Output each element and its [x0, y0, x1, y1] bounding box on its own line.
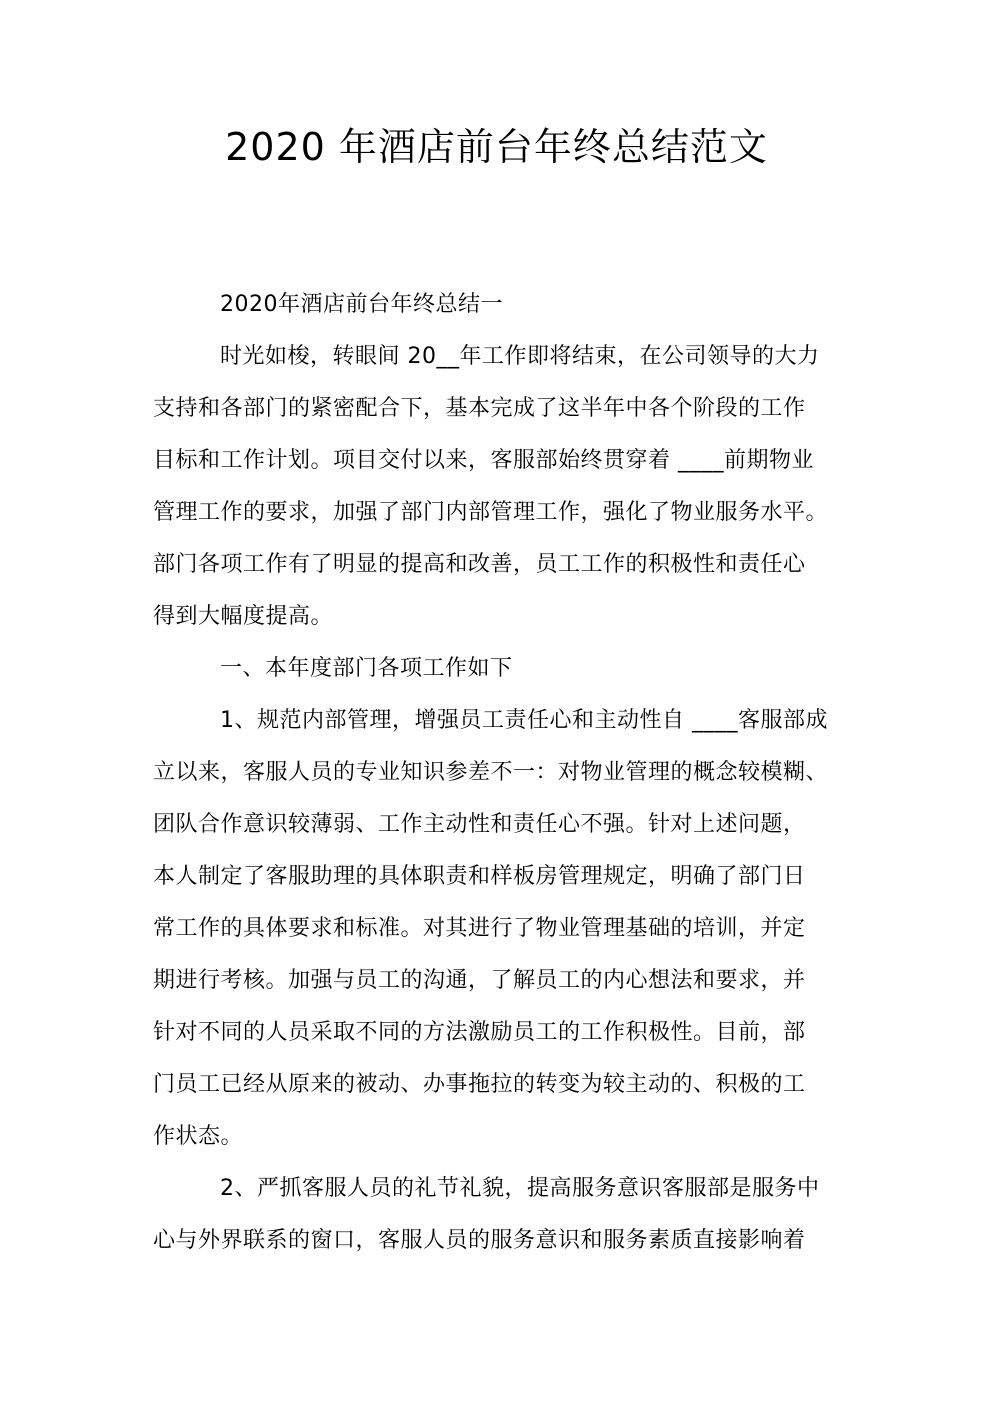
- paragraph-line: 本人制定了客服助理的具体职责和样板房管理规定，明确了部门日: [153, 864, 806, 889]
- paragraph-line: 常工作的具体要求和标准。对其进行了物业管理基础的培训，并定: [153, 916, 806, 941]
- paragraph-line: 作状态。: [153, 1124, 244, 1149]
- paragraph-line: 得到大幅度提高。: [153, 604, 334, 629]
- paragraph-line: 支持和各部门的紧密配合下，基本完成了这半年中各个阶段的工作: [153, 396, 806, 421]
- document-title: 2020 年酒店前台年终总结范文: [225, 125, 768, 169]
- paragraph-line: 部门各项工作有了明显的提高和改善，员工工作的积极性和责任心: [153, 552, 806, 577]
- paragraph-line: 针对不同的人员采取不同的方法激励员工的工作积极性。目前，部: [153, 1020, 806, 1045]
- paragraph-line: 管理工作的要求，加强了部门内部管理工作，强化了物业服务水平。: [153, 500, 829, 525]
- paragraph-line: 2、严抓客服人员的礼节礼貌，提高服务意识客服部是服务中: [220, 1176, 820, 1201]
- paragraph-line: 心与外界联系的窗口，客服人员的服务意识和服务素质直接影响着: [153, 1228, 806, 1253]
- paragraph-line: 目标和工作计划。项目交付以来，客服部始终贯穿着 ____前期物业: [153, 448, 814, 473]
- paragraph-line: 立以来，客服人员的专业知识参差不一：对物业管理的概念较模糊、: [153, 760, 829, 785]
- paragraph-line: 门员工已经从原来的被动、办事拖拉的转变为较主动的、积极的工: [153, 1072, 806, 1097]
- paragraph-line: 团队合作意识较薄弱、工作主动性和责任心不强。针对上述问题，: [153, 812, 806, 837]
- section-heading: 2020年酒店前台年终总结一: [220, 292, 503, 317]
- subsection-heading: 一、本年度部门各项工作如下: [220, 656, 513, 681]
- paragraph-line: 期进行考核。加强与员工的沟通，了解员工的内心想法和要求，并: [153, 968, 806, 993]
- paragraph-line: 1、规范内部管理，增强员工责任心和主动性自 ____客服部成: [220, 708, 828, 733]
- paragraph-line: 时光如梭，转眼间 20__年工作即将结束，在公司领导的大力: [220, 344, 820, 369]
